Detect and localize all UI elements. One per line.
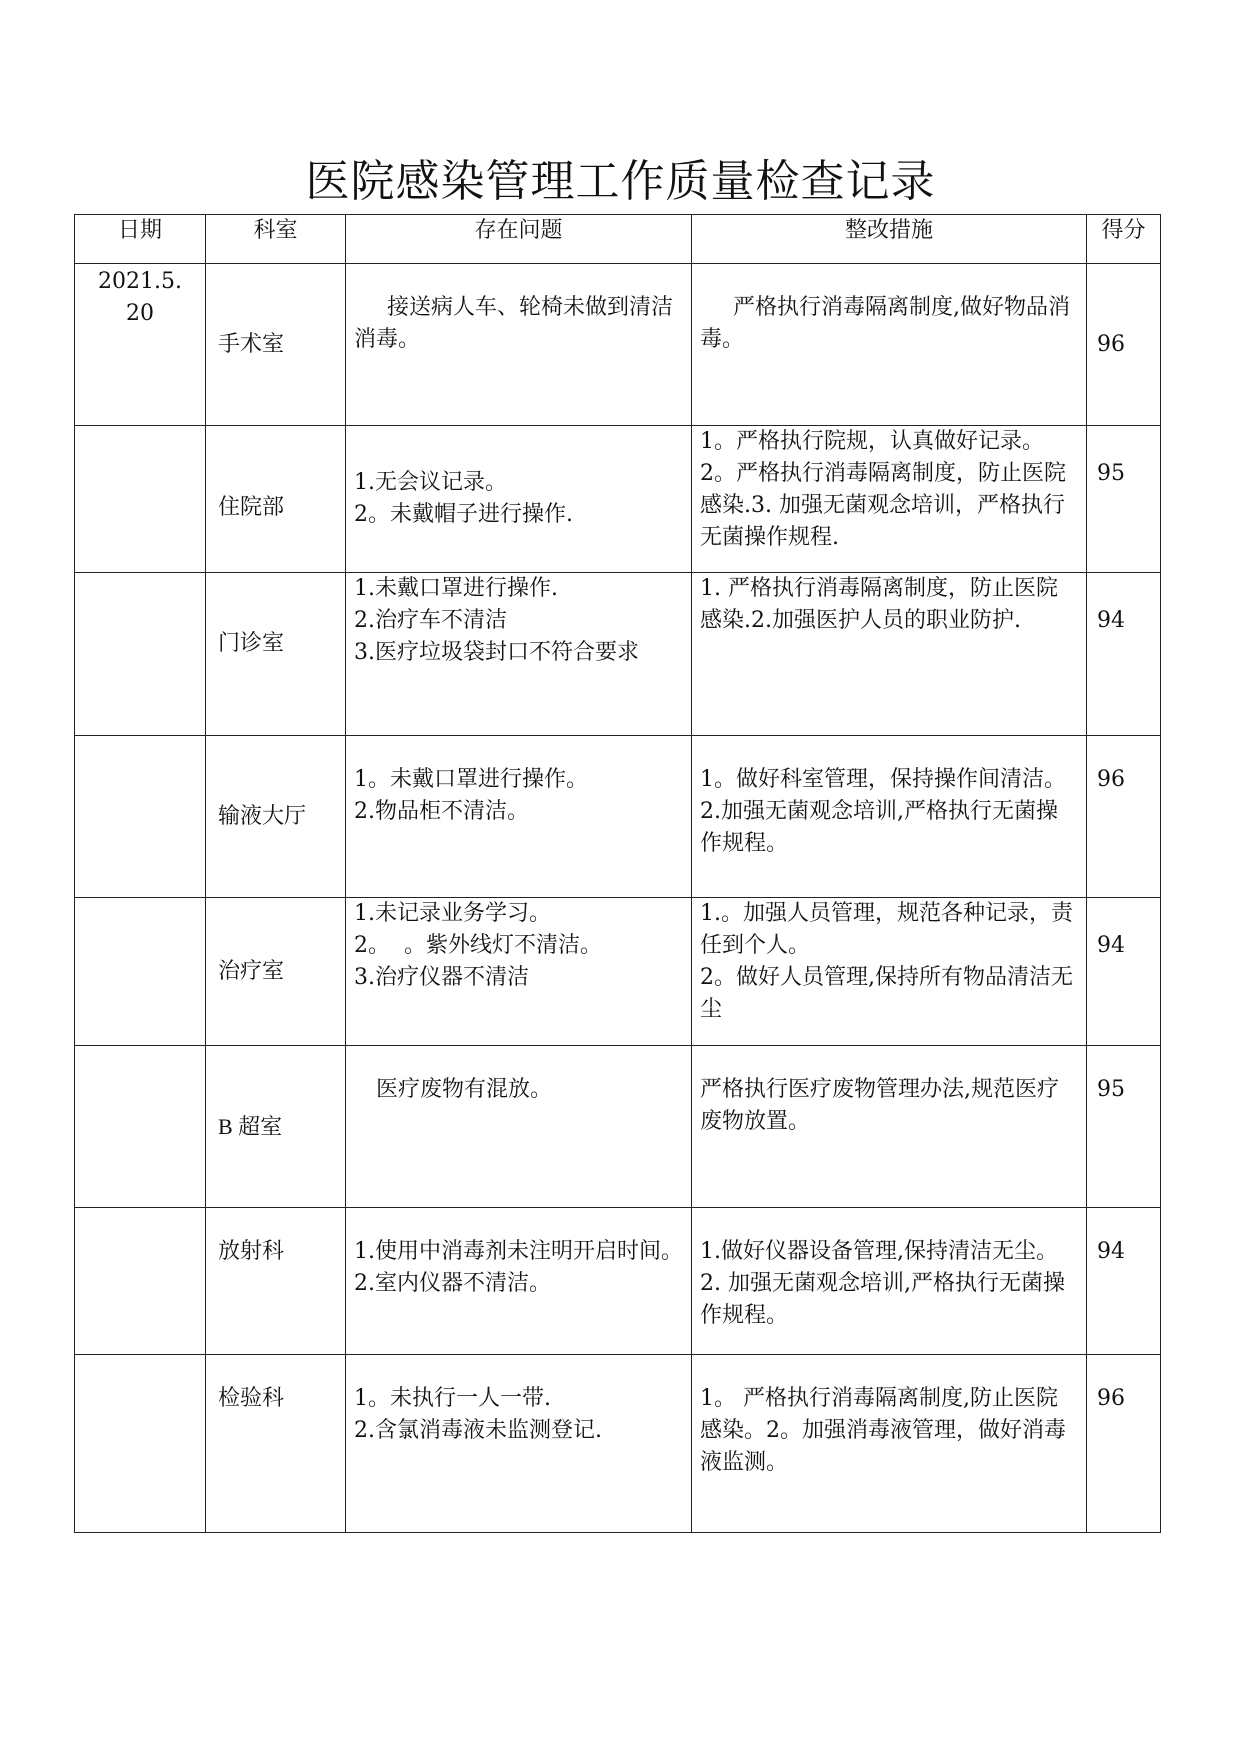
dept-cell: 放射科 (206, 1208, 346, 1355)
dept-cell: 门诊室 (206, 573, 346, 736)
score-cell (1087, 264, 1161, 426)
score-cell (1087, 1208, 1161, 1355)
score-value: 94 (1097, 1239, 1125, 1264)
issue-cell (346, 1046, 692, 1208)
table-row (75, 1046, 1161, 1208)
issue-line: 接送病人车、轮椅未做到清洁消毒。 (354, 295, 674, 352)
score-value: 94 (1097, 608, 1125, 633)
issue-cell (346, 898, 692, 1046)
issue-line: 2.含氯消毒液未监测登记. (354, 1418, 602, 1443)
issue-line: 医疗废物有混放。 (376, 1077, 553, 1102)
fix-line: 1.做好仪器设备管理,保持清洁无尘。2. 加强无菌观念培训,严格执行无菌操作规程。 (700, 1239, 1065, 1328)
issue-cell (346, 1355, 692, 1533)
date-cell (75, 1046, 206, 1208)
issue-line: 1.未戴口罩进行操作. (354, 576, 558, 601)
fix-line: 1。做好科室管理，保持操作间清洁。2.加强无菌观念培训,严格执行无菌操作规程。 (700, 767, 1066, 856)
fix-cell (692, 898, 1087, 1046)
issue-line: 2.治疗车不清洁 (354, 608, 507, 633)
issue-line: 2.物品柜不清洁。 (354, 799, 529, 824)
dept-cell: 治疗室 (206, 898, 346, 1046)
header-dept: 科室 (206, 215, 346, 264)
fix-line: 1.。加强人员管理，规范各种记录，责任到个人。 (700, 901, 1073, 958)
score-cell (1087, 1355, 1161, 1533)
fix-line: 1。严格执行院规，认真做好记录。 (700, 429, 1044, 454)
score-value: 95 (1097, 461, 1125, 486)
date-cell (75, 898, 206, 1046)
fix-line: 2。做好人员管理,保持所有物品清洁无尘 (700, 965, 1073, 1022)
score-value: 96 (1097, 331, 1125, 357)
date-cell (75, 736, 206, 898)
header-issue: 存在问题 (346, 215, 692, 264)
score-cell (1087, 573, 1161, 736)
header-date: 日期 (75, 215, 206, 264)
issue-line: 1.未记录业务学习。 (354, 901, 551, 926)
table-row (75, 1208, 1161, 1355)
issue-line: 1。未戴口罩进行操作。 (354, 767, 588, 792)
table-row (75, 264, 1161, 426)
fix-line: 1. 严格执行消毒隔离制度，防止医院感染.2.加强医护人员的职业防护. (700, 576, 1058, 633)
score-cell (1087, 1046, 1161, 1208)
fix-line: 2。严格执行消毒隔离制度，防止医院感染.3. 加强无菌观念培训，严格执行无菌操作规程. (700, 461, 1066, 550)
header-row (75, 215, 1161, 264)
score-value: 95 (1097, 1077, 1125, 1102)
date-cell (75, 1208, 206, 1355)
score-cell (1087, 898, 1161, 1046)
issue-line: 1.无会议记录。 (354, 470, 507, 495)
dept-cell: 检验科 (206, 1355, 346, 1533)
date-cell: 2021.5. 20 (75, 264, 206, 426)
fix-cell (692, 1355, 1087, 1533)
issue-line: 3.治疗仪器不清洁 (354, 965, 529, 990)
dept-cell: 手术室 (206, 264, 346, 426)
issue-line: 2。 。紫外线灯不清洁。 (354, 933, 602, 958)
page-title: 医院感染管理工作质量检查记录 (305, 156, 936, 207)
fix-cell (692, 264, 1087, 426)
fix-cell (692, 573, 1087, 736)
issue-cell (346, 264, 692, 426)
table-row (75, 736, 1161, 898)
issue-line: 3.医疗垃圾袋封口不符合要求 (354, 640, 639, 665)
date-cell (75, 426, 206, 573)
table-row (75, 426, 1161, 573)
fix-cell (692, 1208, 1087, 1355)
header-fix: 整改措施 (692, 215, 1087, 264)
header-score: 得分 (1087, 215, 1161, 264)
issue-cell (346, 736, 692, 898)
dept-cell: 输液大厅 (206, 736, 346, 898)
score-cell (1087, 736, 1161, 898)
date-cell (75, 1355, 206, 1533)
dept-cell: 住院部 (206, 426, 346, 573)
score-cell (1087, 426, 1161, 573)
dept-cell: B 超室 (206, 1046, 346, 1208)
fix-line: 严格执行消毒隔离制度,做好物品消毒。 (700, 295, 1070, 352)
issue-line: 1。未执行一人一带. (354, 1386, 551, 1411)
issue-cell (346, 426, 692, 573)
fix-cell (692, 426, 1087, 573)
score-value: 96 (1097, 1386, 1125, 1411)
table-row (75, 1355, 1161, 1533)
date-cell (75, 573, 206, 736)
table-row (75, 898, 1161, 1046)
fix-line: 严格执行医疗废物管理办法,规范医疗废物放置。 (700, 1077, 1059, 1134)
score-value: 96 (1097, 767, 1125, 792)
issue-cell (346, 1208, 692, 1355)
fix-line: 1。 严格执行消毒隔离制度,防止医院感染。2。加强消毒液管理，做好消毒液监测。 (700, 1386, 1066, 1475)
fix-cell (692, 1046, 1087, 1208)
issue-line: 1.使用中消毒剂未注明开启时间。2.室内仪器不清洁。 (354, 1239, 683, 1296)
issue-cell (346, 573, 692, 736)
issue-line: 2。未戴帽子进行操作. (354, 502, 573, 527)
score-value: 94 (1097, 933, 1125, 958)
table-row (75, 573, 1161, 736)
fix-cell (692, 736, 1087, 898)
inspection-table (74, 214, 1161, 1533)
